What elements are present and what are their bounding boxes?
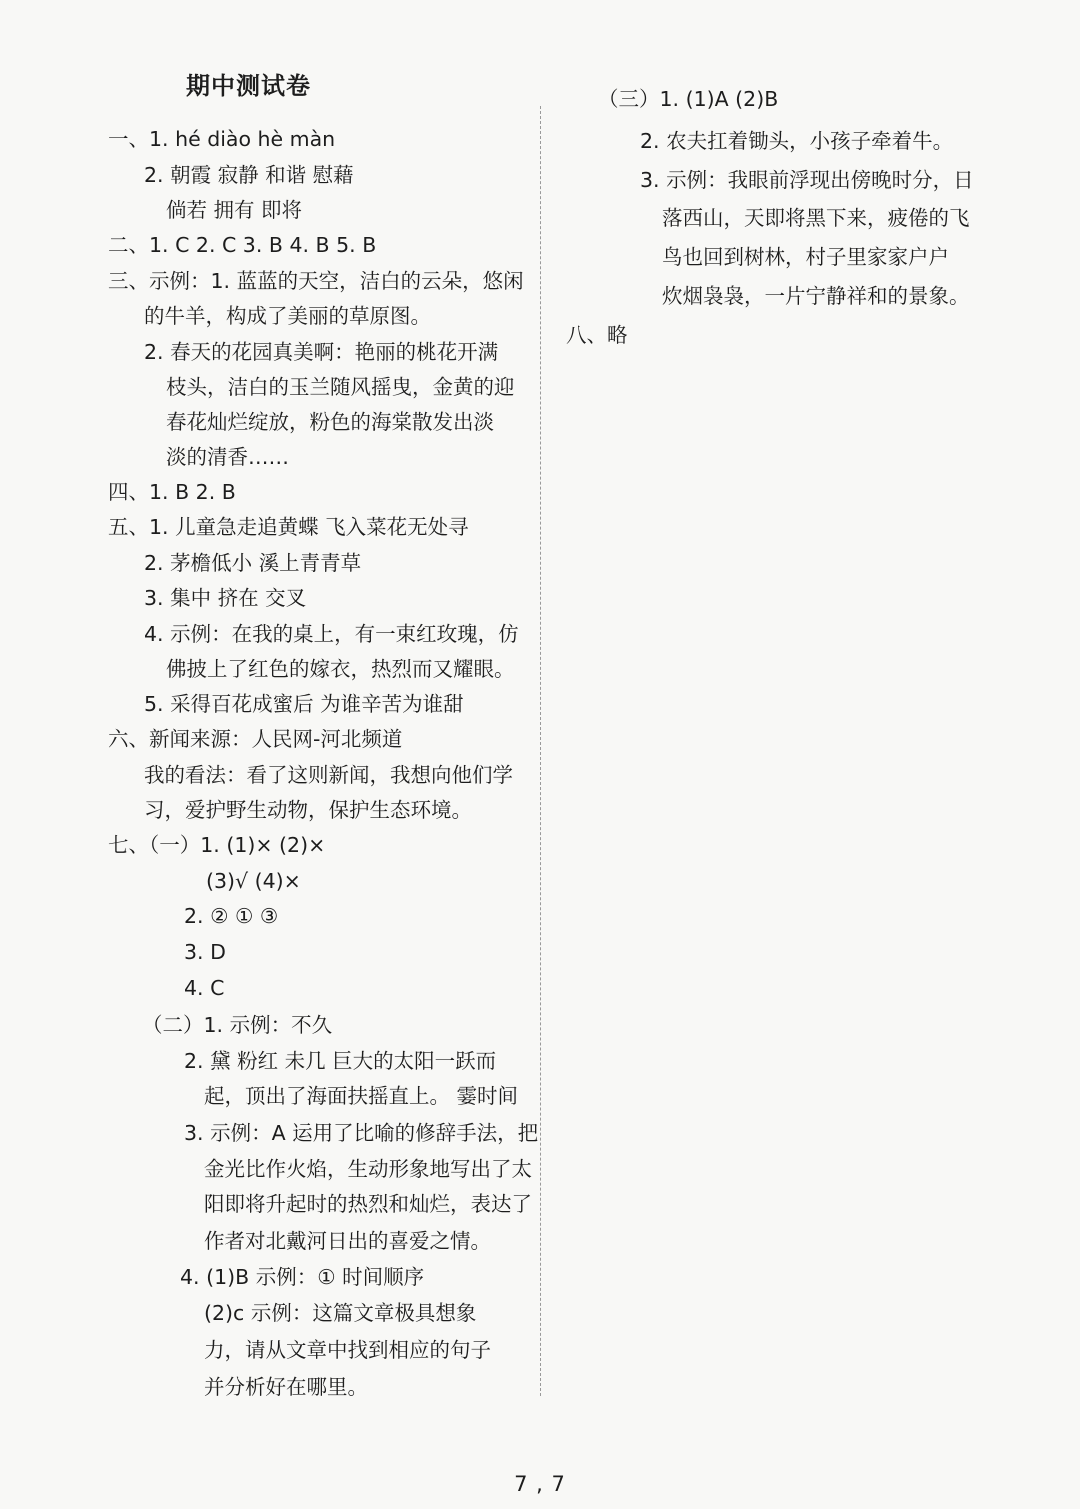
left-line-15: 佛披上了红色的嫁衣，热烈而又耀眼。 (166, 657, 515, 681)
left-line-12: 2. 茅檐低小 溪上青青草 (144, 551, 362, 575)
right-line-2: 3. 示例：我眼前浮现出傍晚时分，日 (640, 168, 974, 192)
left-line-27: 起，顶出了海面扶摇直上。 霎时间 (204, 1084, 519, 1108)
right-line-4: 鸟也回到树林，村子里家家户户 (662, 245, 949, 269)
left-line-19: 习，爱护野生动物，保护生态环境。 (144, 798, 472, 822)
left-line-18: 我的看法：看了这则新闻，我想向他们学 (144, 763, 513, 787)
left-line-17: 六、新闻来源：人民网-河北频道 (108, 727, 403, 751)
left-line-24: 4. C (184, 976, 225, 1000)
right-line-5: 炊烟袅袅，一片宁静祥和的景象。 (662, 284, 970, 308)
left-line-16: 5. 采得百花成蜜后 为谁辛苦为谁甜 (144, 692, 464, 716)
left-line-5: 的牛羊，构成了美丽的草原图。 (144, 304, 431, 328)
right-line-6: 八、略 (566, 323, 628, 347)
left-line-8: 春花灿烂绽放，粉色的海棠散发出淡 (166, 410, 494, 434)
left-line-2: 倘若 拥有 即将 (166, 198, 303, 222)
right-line-0: （三）1. (1)A (2)B (598, 87, 779, 111)
left-line-4: 三、示例：1. 蓝蓝的天空，洁白的云朵，悠闲 (108, 269, 524, 293)
left-line-21: (3)√ (4)× (206, 869, 301, 893)
left-line-35: 并分析好在哪里。 (204, 1375, 368, 1399)
left-line-0: 一、1. hé diào hè màn (108, 127, 336, 151)
left-line-6: 2. 春天的花园真美啊：艳丽的桃花开满 (144, 340, 499, 364)
left-line-13: 3. 集中 挤在 交叉 (144, 586, 307, 610)
left-line-32: 4. (1)B 示例：① 时间顺序 (180, 1265, 425, 1289)
left-line-22: 2. ② ① ③ (184, 904, 279, 928)
left-line-11: 五、1. 儿童急走追黄蝶 飞入菜花无处寻 (108, 515, 469, 539)
left-line-1: 2. 朝霞 寂静 和谐 慰藉 (144, 163, 354, 187)
left-line-23: 3. D (184, 940, 226, 964)
left-line-30: 阳即将升起时的热烈和灿烂，表达了 (204, 1192, 532, 1216)
left-line-20: 七、（一）1. (1)× (2)× (108, 833, 326, 857)
right-line-3: 落西山，天即将黑下来，疲倦的飞 (662, 206, 970, 230)
page-title: 期中测试卷 (186, 72, 311, 100)
left-line-3: 二、1. C 2. C 3. B 4. B 5. B (108, 233, 377, 257)
left-line-31: 作者对北戴河日出的喜爱之情。 (204, 1229, 491, 1253)
column-divider (540, 106, 541, 1396)
left-line-26: 2. 黛 粉红 未几 巨大的太阳一跃而 (184, 1049, 497, 1073)
left-line-14: 4. 示例：在我的桌上，有一束红玫瑰，仿 (144, 622, 519, 646)
page-number: 7 , 7 (514, 1472, 566, 1496)
left-line-10: 四、1. B 2. B (108, 480, 236, 504)
left-line-28: 3. 示例：A 运用了比喻的修辞手法，把 (184, 1121, 539, 1145)
right-line-1: 2. 农夫扛着锄头，小孩子牵着牛。 (640, 129, 954, 153)
left-line-9: 淡的清香…… (166, 445, 289, 469)
left-line-29: 金光比作火焰，生动形象地写出了太 (204, 1157, 532, 1181)
left-line-25: （二）1. 示例：不久 (142, 1013, 333, 1037)
left-line-7: 枝头，洁白的玉兰随风摇曳，金黄的迎 (166, 375, 515, 399)
left-line-34: 力，请从文章中找到相应的句子 (204, 1338, 491, 1362)
left-line-33: (2)c 示例：这篇文章极具想象 (204, 1301, 477, 1325)
